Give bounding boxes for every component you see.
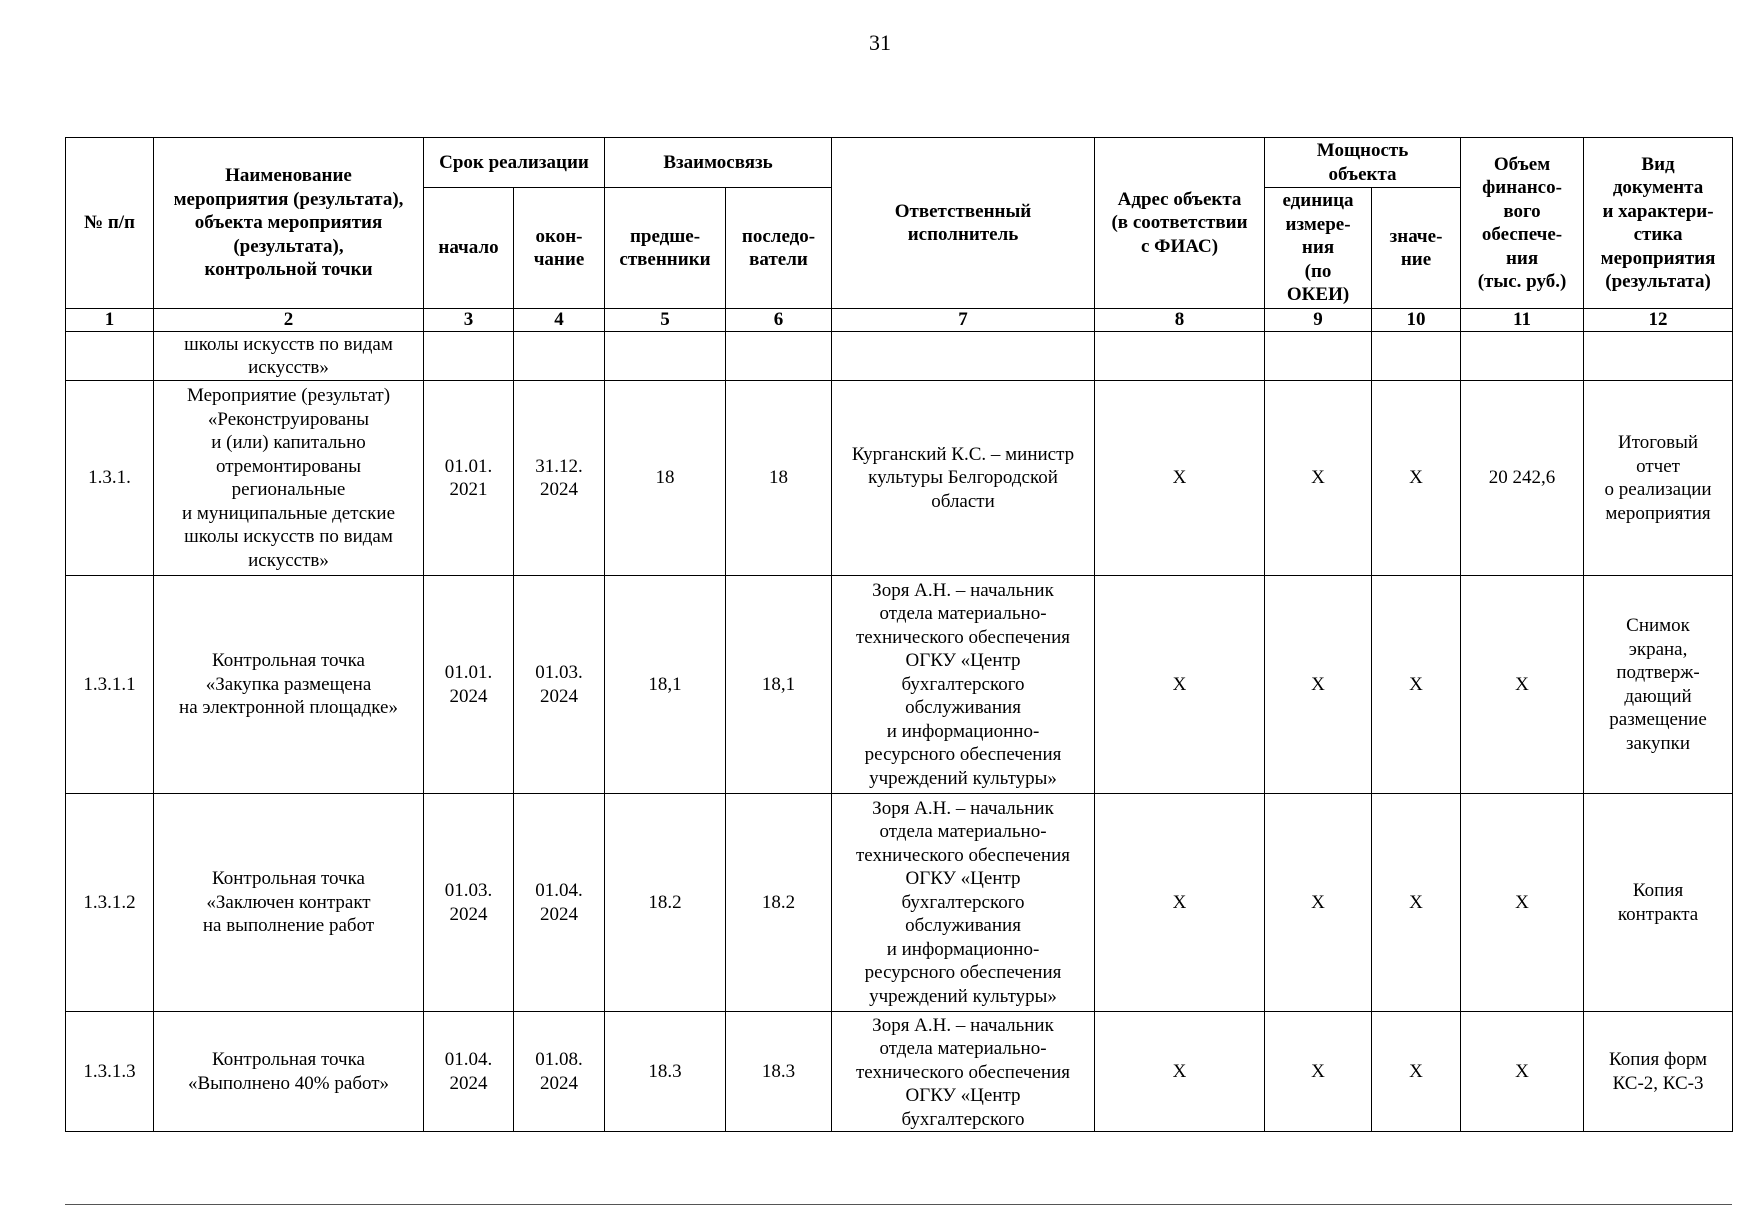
row-name: Контрольная точка «Закупка размещена на электронной площадке»	[154, 576, 424, 794]
header-capacity-unit: единица измере- ния (по ОКЕИ)	[1265, 188, 1372, 309]
row-start: 01.04. 2024	[424, 1012, 514, 1132]
row-name: Контрольная точка «Заключен контракт на выполнение работ	[154, 794, 424, 1012]
header-link-prev: предше- ственники	[605, 188, 726, 309]
table-row	[66, 794, 1733, 1012]
row-name: Контрольная точка «Выполнено 40% работ»	[154, 1012, 424, 1132]
row-doc: Копия контракта	[1584, 794, 1733, 1012]
column-numbers-row	[66, 309, 1733, 332]
row-prev: 18	[605, 381, 726, 576]
row-end: 01.03. 2024	[514, 576, 605, 794]
column-number: 4	[514, 309, 605, 332]
row-doc: Итоговый отчет о реализации мероприятия	[1584, 381, 1733, 576]
header-term: Срок реализации	[424, 138, 605, 188]
row-prev: 18,1	[605, 576, 726, 794]
column-number: 2	[154, 309, 424, 332]
row-address: Х	[1095, 1012, 1265, 1132]
row-end: 31.12. 2024	[514, 381, 605, 576]
row-start: 01.03. 2024	[424, 794, 514, 1012]
header-name: Наименование мероприятия (результата), объекта мероприятия (результата), контрольной точки	[154, 138, 424, 309]
row-responsible: Зоря А.Н. – начальник отдела материально- технического обеспечения ОГКУ «Центр бухгалтерского	[832, 1012, 1095, 1132]
header-term-start: начало	[424, 188, 514, 309]
column-number: 11	[1461, 309, 1584, 332]
row-value: Х	[1372, 794, 1461, 1012]
row-num: 1.3.1.3	[66, 1012, 154, 1132]
continuation-text: школы искусств по видам искусств»	[154, 332, 424, 381]
row-value: Х	[1372, 381, 1461, 576]
row-address: Х	[1095, 381, 1265, 576]
column-number: 9	[1265, 309, 1372, 332]
row-end: 01.04. 2024	[514, 794, 605, 1012]
header-address: Адрес объекта (в соответствии с ФИАС)	[1095, 138, 1265, 309]
row-start: 01.01. 2024	[424, 576, 514, 794]
row-unit: Х	[1265, 381, 1372, 576]
table-row	[66, 1012, 1733, 1132]
row-next: 18,1	[726, 576, 832, 794]
row-responsible: Зоря А.Н. – начальник отдела материально- технического обеспечения ОГКУ «Центр бухгалтерского обслуживания и информационно- ресурсного обеспечения учреждений культуры»	[832, 794, 1095, 1012]
implementation-plan-table	[65, 137, 1733, 1132]
header-num: № п/п	[66, 138, 154, 309]
page-number: 31	[869, 30, 891, 55]
row-funding: 20 242,6	[1461, 381, 1584, 576]
column-number: 7	[832, 309, 1095, 332]
row-prev: 18.3	[605, 1012, 726, 1132]
column-number: 3	[424, 309, 514, 332]
row-start: 01.01. 2021	[424, 381, 514, 576]
header-link-next: последо- ватели	[726, 188, 832, 309]
table-row	[66, 576, 1733, 794]
header-row-top	[66, 138, 1733, 188]
row-end: 01.08. 2024	[514, 1012, 605, 1132]
row-responsible: Курганский К.С. – министр культуры Белгородской области	[832, 381, 1095, 576]
row-doc: Копия форм КС-2, КС-3	[1584, 1012, 1733, 1132]
column-number: 5	[605, 309, 726, 332]
row-next: 18.2	[726, 794, 832, 1012]
column-number: 10	[1372, 309, 1461, 332]
row-value: Х	[1372, 576, 1461, 794]
column-number: 1	[66, 309, 154, 332]
column-number: 8	[1095, 309, 1265, 332]
header-responsible: Ответственный исполнитель	[832, 138, 1095, 309]
header-capacity-value: значе- ние	[1372, 188, 1461, 309]
header-link: Взаимосвязь	[605, 138, 832, 188]
row-num: 1.3.1.	[66, 381, 154, 576]
row-unit: Х	[1265, 1012, 1372, 1132]
header-funding: Объем финансо- вого обеспече- ния (тыс. руб.)	[1461, 138, 1584, 309]
row-responsible: Зоря А.Н. – начальник отдела материально- технического обеспечения ОГКУ «Центр бухгалтерского обслуживания и информационно- ресурсного обеспечения учреждений культуры»	[832, 576, 1095, 794]
row-funding: Х	[1461, 794, 1584, 1012]
table-frame	[65, 137, 1732, 1132]
row-next: 18	[726, 381, 832, 576]
column-number: 6	[726, 309, 832, 332]
row-unit: Х	[1265, 576, 1372, 794]
header-capacity: Мощность объекта	[1265, 138, 1461, 188]
row-doc: Снимок экрана, подтверж- дающий размещение закупки	[1584, 576, 1733, 794]
column-number: 12	[1584, 309, 1733, 332]
row-address: Х	[1095, 794, 1265, 1012]
row-prev: 18.2	[605, 794, 726, 1012]
header-doc: Вид документа и характери- стика мероприятия (результата)	[1584, 138, 1733, 309]
row-name: Мероприятие (результат) «Реконструированы и (или) капитально отремонтированы региональные и муниципальные детские школы искусств по видам искусств»	[154, 381, 424, 576]
header-term-end: окон- чание	[514, 188, 605, 309]
row-funding: Х	[1461, 576, 1584, 794]
continuation-row	[66, 332, 1733, 381]
row-num: 1.3.1.1	[66, 576, 154, 794]
row-num: 1.3.1.2	[66, 794, 154, 1012]
row-address: Х	[1095, 576, 1265, 794]
row-unit: Х	[1265, 794, 1372, 1012]
row-funding: Х	[1461, 1012, 1584, 1132]
row-value: Х	[1372, 1012, 1461, 1132]
table-row	[66, 381, 1733, 576]
row-next: 18.3	[726, 1012, 832, 1132]
